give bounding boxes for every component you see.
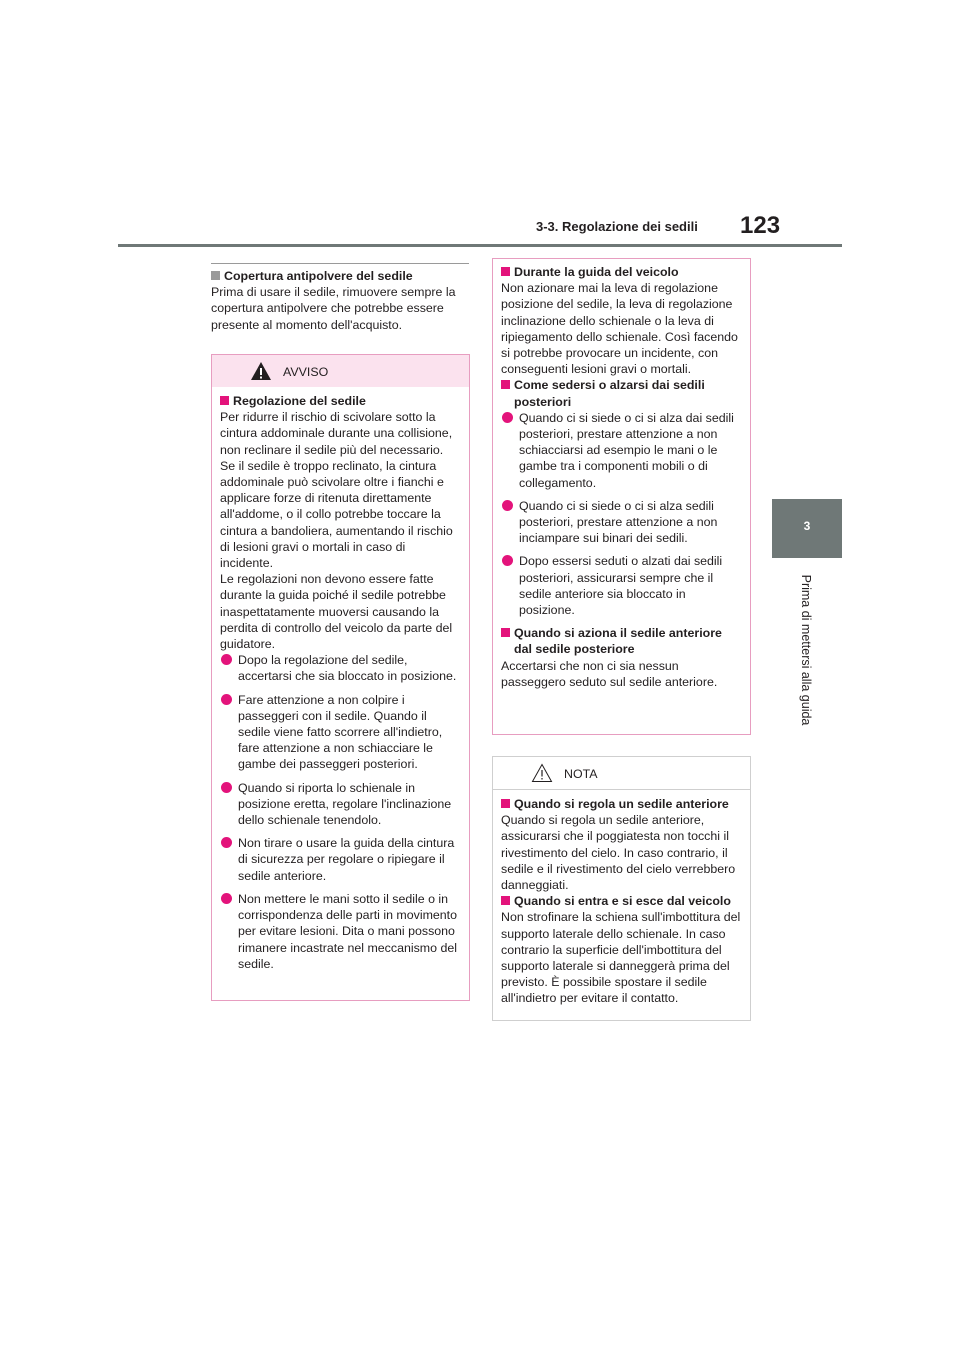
- note-text: Quando si regola un sedile anteriore, assicurarsi che il poggiatesta non tocchi il rivestimento del cielo. In caso contrario, il sedile e il rivestimento del cielo verrebbero danneggiati.: [501, 813, 736, 893]
- intro-section: [211, 268, 469, 333]
- note-title: NOTA: [564, 767, 598, 781]
- warning-paragraph: Per ridurre il rischio di scivolare sotto la cintura addominale durante una collisione, non reclinare il sedile più del necessario.: [220, 410, 453, 457]
- section-title: 3-3. Regolazione dei sedili: [536, 219, 698, 234]
- round-bullet-icon: [221, 837, 232, 848]
- note-text: Non strofinare la schiena sull'imbottitura del supporto laterale dello schienale. In caso contrario la superficie dell'imbottitura del supporto laterale si danneggerà prima del previsto. È possibile spostare il sedile all'indietro per evitare il contatto.: [501, 910, 741, 1006]
- note-box: [492, 756, 751, 1021]
- warning-bullet: Non tirare o usare la guida della cintura di sicurezza per regolare o ripiegare il sedile anteriore.: [220, 835, 461, 884]
- round-bullet-icon: [502, 555, 513, 566]
- round-bullet-icon: [221, 893, 232, 904]
- front-from-rear-heading: Quando si aziona il sedile anteriore dal sedile posteriore: [514, 626, 722, 657]
- rear-seats-bullet: Quando ci si siede o ci si alza dai sedili posteriori, prestare attenzione a non schiacciarsi ad esempio le mani o le gambe tra i componenti mobili o di collegamento.: [501, 410, 742, 491]
- square-bullet-icon: [501, 799, 510, 808]
- rear-seats-bullet: Dopo essersi seduti o alzati dai sedili posteriori, assicurarsi sempre che il sedile anteriore sia bloccato in posizione.: [501, 553, 742, 618]
- chapter-number: 3: [803, 519, 811, 533]
- chapter-label-text: Prima di mettersi alla guida: [799, 574, 813, 726]
- driving-heading: Durante la guida del veicolo: [514, 265, 679, 279]
- square-bullet-icon: [501, 628, 510, 637]
- warning-bullet: Quando si riporta lo schienale in posizione eretta, regolare l'inclinazione dello schienale tenendolo.: [220, 780, 461, 829]
- intro-rule: [211, 263, 469, 264]
- warning-paragraph: Le regolazioni non devono essere fatte durante la guida poiché il sedile potrebbe inaspettatamente muoversi causando la perdita di controllo del veicolo da parte del guidatore.: [220, 572, 453, 652]
- warning-bullet: Non mettere le mani sotto il sedile o in corrispondenza delle parti in movimento per evitare lesioni. Dita o mani possono rimanere incastrate nel meccanismo del sedile.: [220, 891, 461, 972]
- caution-triangle-icon: [531, 763, 553, 783]
- rear-seats-heading: Come sedersi o alzarsi dai sedili posteriori: [514, 378, 705, 409]
- header-rule: [118, 244, 842, 247]
- warning-continued-box: [492, 258, 751, 735]
- intro-heading: Copertura antipolvere del sedile: [224, 269, 413, 283]
- chapter-tab: [772, 499, 842, 558]
- warning-paragraph: Se il sedile è troppo reclinato, la cintura addominale può scivolare oltre i fianchi e applicare forze di ritenuta direttamente all'addome, o il collo potrebbe toccare la cintura a bandoliera, aumentando il rischio di lesioni gravi o mortali in caso di incidente.: [220, 458, 453, 571]
- round-bullet-icon: [502, 500, 513, 511]
- warning-box: [211, 354, 470, 1001]
- note-heading: Quando si entra e si esce dal veicolo: [514, 894, 731, 909]
- round-bullet-icon: [221, 694, 232, 705]
- page-number: 123: [740, 212, 781, 239]
- warning-bullet: Fare attenzione a non colpire i passeggeri con il sedile. Quando il sedile viene fatto scorrere all'indietro, fare attenzione a non schiacciare le gambe dei passeggeri posteriori.: [220, 692, 461, 773]
- rear-seats-bullet: Quando ci si siede o ci si alza sedili posteriori, prestare attenzione a non inciampare sui binari dei sedili.: [501, 498, 742, 547]
- intro-text: Prima di usare il sedile, rimuovere sempre la copertura antipolvere che potrebbe essere presente al momento dell'acquisto.: [211, 285, 456, 332]
- warning-header: [212, 355, 469, 387]
- driving-text: Non azionare mai la leva di regolazione posizione del sedile, la leva di regolazione inclinazione dello schienale o la leva di ripiegamento dello schienale. Così facendo si potrebbe provocare un incidente, con conseguenti lesioni gravi o mortali.: [501, 281, 738, 377]
- warning-triangle-icon: [250, 361, 272, 381]
- square-bullet-icon: [220, 396, 229, 405]
- square-bullet-icon: [501, 380, 510, 389]
- square-bullet-icon: [211, 271, 220, 280]
- round-bullet-icon: [221, 782, 232, 793]
- round-bullet-icon: [502, 412, 513, 423]
- square-bullet-icon: [501, 267, 510, 276]
- square-bullet-icon: [501, 896, 510, 905]
- warning-heading: Regolazione del sedile: [233, 394, 366, 408]
- note-header: [493, 757, 750, 790]
- warning-title: AVVISO: [283, 365, 329, 379]
- warning-bullet: Dopo la regolazione del sedile, accertarsi che sia bloccato in posizione.: [220, 652, 461, 684]
- front-from-rear-text: Accertarsi che non ci sia nessun passeggero seduto sul sedile anteriore.: [501, 658, 718, 689]
- round-bullet-icon: [221, 654, 232, 665]
- note-heading: Quando si regola un sedile anteriore: [514, 797, 729, 811]
